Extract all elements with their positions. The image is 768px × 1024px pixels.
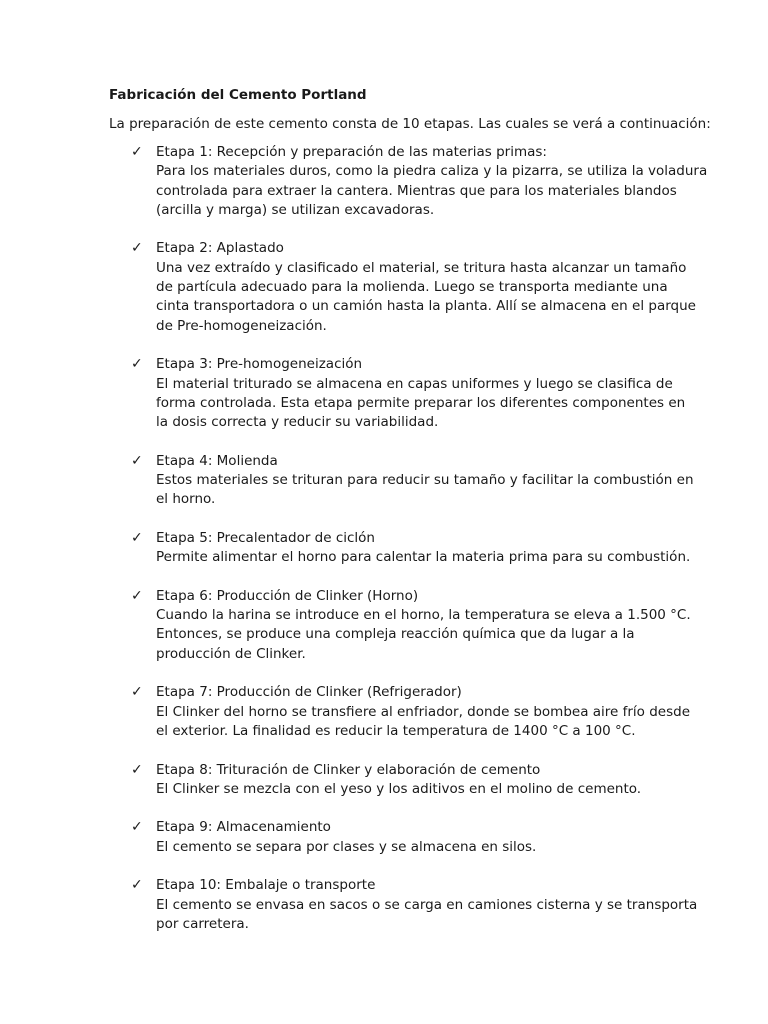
stage-title: Etapa 3: Pre-homogeneización <box>156 356 363 373</box>
stage-item-2 <box>0 239 768 335</box>
stage-item-8 <box>0 761 768 800</box>
stage-item-6 <box>0 587 768 664</box>
stage-item-9 <box>0 818 768 857</box>
check-icon: ✓ <box>131 684 143 701</box>
check-icon: ✓ <box>131 240 143 257</box>
check-icon: ✓ <box>131 144 143 160</box>
check-icon: ✓ <box>131 529 143 546</box>
stage-item-10 <box>0 876 768 934</box>
stage-description: El material triturado se almacena en capas uniformes y luego se clasifica de forma controlada. Esta etapa permite preparar los diferentes componentes en la dosis correcta y reducir su variabilidad. <box>156 375 686 431</box>
stage-description: Una vez extraído y clasificado el material, se tritura hasta alcanzar un tamaño de partícula adecuado para la molienda. Luego se transporta mediante una cinta transportadora o un camión hasta la planta. Allí se almacena en el parque de Pre-homogeneización. <box>156 259 696 334</box>
check-icon: ✓ <box>131 877 143 894</box>
stage-description: Cuando la harina se introduce en el horno, la temperatura se eleva a 1.500 °C. Entonces, se produce una compleja reacción química que da lugar a la producción de Clinker. <box>156 607 691 662</box>
check-icon: ✓ <box>131 356 143 373</box>
stage-title: Etapa 5: Precalentador de ciclón <box>156 529 375 546</box>
stage-item-7 <box>0 683 768 741</box>
stage-item-4 <box>0 452 768 510</box>
stage-item-5 <box>0 529 768 568</box>
stage-title: Etapa 2: Aplastado <box>156 240 284 257</box>
document-title: Fabricación del Cemento Portland <box>109 87 367 103</box>
stage-item-3 <box>0 355 768 432</box>
stage-title: Etapa 1: Recepción y preparación de las materias primas: <box>156 144 547 160</box>
stage-description: Estos materiales se trituran para reducir su tamaño y facilitar la combustión en el horno. <box>156 472 694 508</box>
stage-list <box>0 143 768 953</box>
stage-title: Etapa 4: Molienda <box>156 452 278 469</box>
stage-description: El Clinker se mezcla con el yeso y los aditivos en el molino de cemento. <box>156 780 642 797</box>
stage-description: Permite alimentar el horno para calentar la materia prima para su combustión. <box>156 549 691 566</box>
check-icon: ✓ <box>131 587 143 604</box>
check-icon: ✓ <box>131 761 143 778</box>
stage-title: Etapa 10: Embalaje o transporte <box>156 877 376 894</box>
stage-title: Etapa 8: Trituración de Clinker y elaboración de cemento <box>156 761 541 778</box>
stage-description: Para los materiales duros, como la piedra caliza y la pizarra, se utiliza la voladura controlada para extraer la cantera. Mientras que para los materiales blandos (arcilla y marga) se utilizan excavadoras. <box>156 163 708 218</box>
stage-title: Etapa 6: Producción de Clinker (Horno) <box>156 587 419 604</box>
stage-description: El cemento se separa por clases y se almacena en silos. <box>156 838 537 855</box>
stage-item-1 <box>0 143 768 220</box>
check-icon: ✓ <box>131 819 143 836</box>
stage-title: Etapa 7: Producción de Clinker (Refrigerador) <box>156 684 462 701</box>
stage-description: El cemento se envasa en sacos o se carga en camiones cisterna y se transporta por carretera. <box>156 896 698 932</box>
check-icon: ✓ <box>131 452 143 469</box>
stage-title: Etapa 9: Almacenamiento <box>156 819 331 836</box>
stage-description: El Clinker del horno se transfiere al enfriador, donde se bombea aire frío desde el exterior. La finalidad es reducir la temperatura de 1400 °C a 100 °C. <box>156 703 691 739</box>
intro-paragraph: La preparación de este cemento consta de 10 etapas. Las cuales se verá a continuación: <box>109 116 711 132</box>
